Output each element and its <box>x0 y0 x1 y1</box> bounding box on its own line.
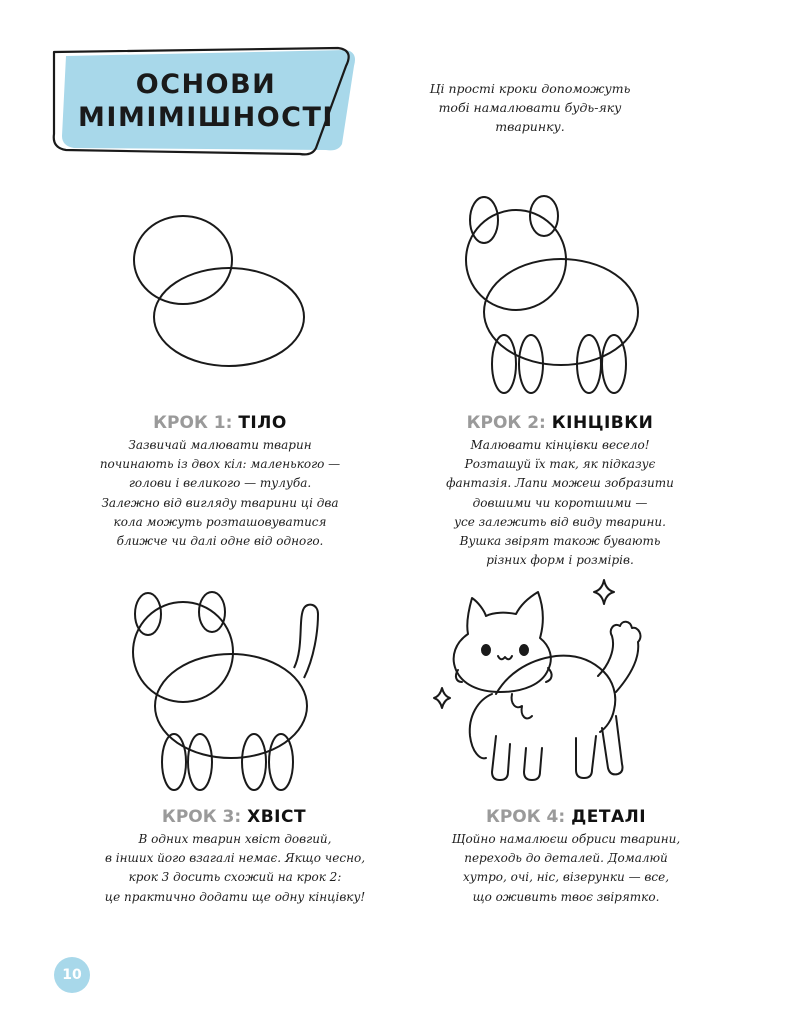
title-line-1: ОСНОВИ <box>135 69 277 100</box>
step2-line: різних форм і розмірів. <box>486 553 634 568</box>
step4-line: Щойно намалюєш обриси тварини, <box>451 832 681 846</box>
step1-line: голови і великого — тулуба. <box>128 476 312 491</box>
step2-name: КІНЦІВКИ <box>551 413 654 433</box>
step2-limbs-illustration <box>460 192 642 402</box>
step4-description <box>430 830 702 907</box>
intro-line-3: тваринку. <box>495 119 565 134</box>
step3-heading <box>134 807 334 827</box>
eye-right <box>520 645 528 655</box>
intro-text <box>425 79 635 136</box>
sparkle-icon <box>594 580 614 604</box>
step4-heading <box>466 807 666 827</box>
step1-line: кола можуть розташовуватися <box>113 514 327 529</box>
step1-line: Залежно від вигляду тварини ці два <box>101 495 339 510</box>
intro-line-1: Ці прості кроки допоможуть <box>429 81 631 96</box>
step1-line: Зазвичай малювати тварин <box>128 438 312 452</box>
intro-line-2: тобі намалювати будь-яку <box>438 100 622 115</box>
step2-line: Вушка звірят також бувають <box>459 534 661 549</box>
step2-line: довшими чи коротшими — <box>472 495 648 510</box>
step2-line: Розташуй їх так, як підказує <box>464 457 656 472</box>
step1-heading <box>120 413 320 433</box>
step2-description <box>420 436 700 570</box>
step4-line: переходь до деталей. Домалюй <box>464 851 668 866</box>
step3-name: ХВІСТ <box>247 807 307 827</box>
step1-line: починають із двох кіл: маленького — <box>99 457 341 472</box>
step2-line: усе залежить від виду тварини. <box>454 514 666 529</box>
eye-left <box>482 645 490 655</box>
title-line-2: МІМІМІШНОСТІ <box>78 102 334 133</box>
step1-line: ближче чи далі одне від одного. <box>116 534 324 549</box>
page-title <box>66 68 346 134</box>
step3-number: КРОК 3: <box>161 807 242 827</box>
step2-line: фантазія. Лапи можеш зобразити <box>446 476 674 491</box>
step1-number: КРОК 1: <box>153 413 233 433</box>
sparkle-icon <box>434 688 450 708</box>
step1-description <box>82 436 358 551</box>
step4-name: ДЕТАЛІ <box>571 807 647 827</box>
step3-line: крок 3 досить схожий на крок 2: <box>128 870 342 885</box>
page-number-badge: 10 <box>54 957 90 993</box>
step2-heading <box>460 413 660 433</box>
step4-line: хутро, очі, ніс, візерунки — все, <box>462 870 670 885</box>
step4-number: КРОК 4: <box>485 807 566 827</box>
step3-tail-illustration <box>128 588 328 794</box>
step3-line: це практично додати ще одну кінцівку! <box>104 889 366 904</box>
step4-cat-illustration <box>426 576 676 790</box>
step1-name: ТІЛО <box>238 413 287 433</box>
step1-body-circles-illustration <box>128 210 310 370</box>
step3-description <box>90 830 380 907</box>
step3-line: в інших його взагалі немає. Якщо чесно, <box>104 851 366 866</box>
step4-line: що оживить твоє звірятко. <box>472 889 660 904</box>
step2-line: Малювати кінцівки весело! <box>470 438 650 452</box>
step3-line: В одних тварин хвіст довгий, <box>138 832 332 846</box>
step2-number: КРОК 2: <box>466 413 546 433</box>
